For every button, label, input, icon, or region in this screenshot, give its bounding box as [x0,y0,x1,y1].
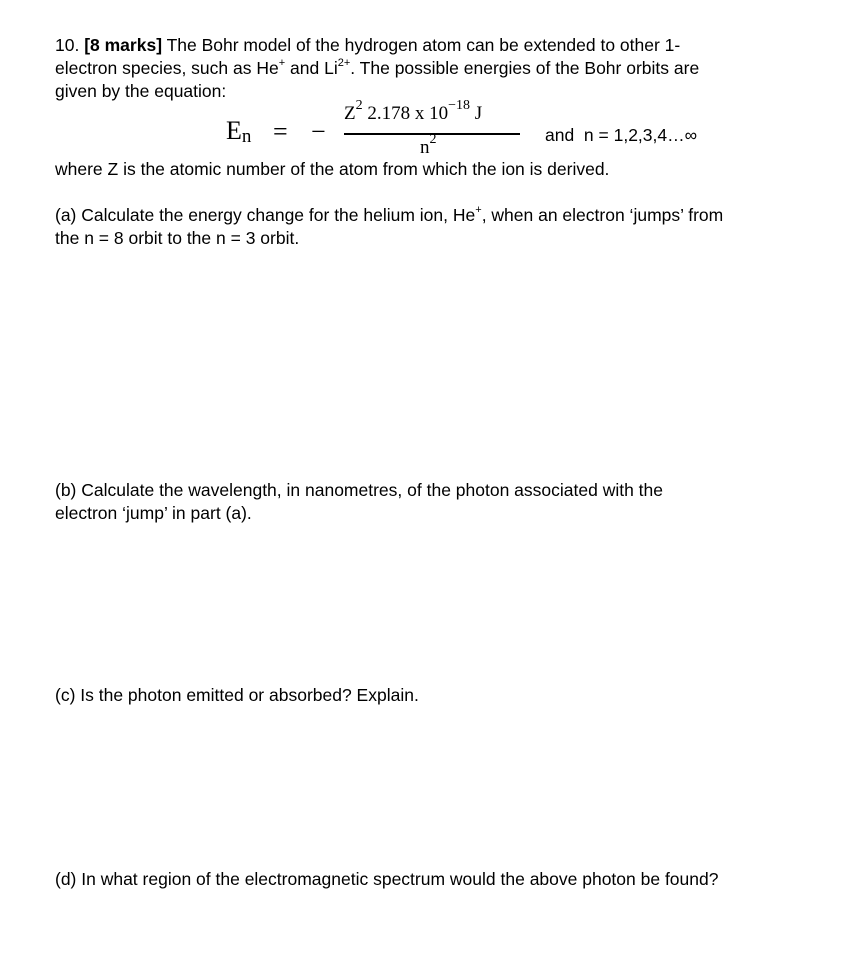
equation-denominator [420,131,437,159]
part-d [55,868,718,891]
li-charge: 2+ [337,57,351,70]
part-c [55,684,419,707]
intro-text-2b: and Li [285,58,338,78]
part-a-he-charge: + [475,204,482,217]
equation-numerator [344,97,483,125]
numerator-z: Z [344,103,356,124]
part-d-line-1: (d) In what region of the electromagnetic spectrum would the above photon be found? [55,869,719,889]
numerator-constant: 2.178 x 10 [362,103,449,124]
question-number: 10. [55,35,80,55]
equation-energy-symbol: E [226,116,242,145]
intro-text-2c: . The possible energies of the Bohr orbits are [350,58,700,78]
equation-equals: = [273,117,288,146]
question-intro [55,34,699,103]
denominator-n: n [420,137,430,158]
part-b [55,479,663,525]
numerator-unit: J [470,103,483,124]
part-b-line-2: electron ‘jump’ in part (a). [55,503,252,523]
part-a-text-1b: , when an electron ‘jumps’ from [481,205,724,225]
numerator-exponent: −18 [448,97,471,113]
part-a-line-2: the n = 8 orbit to the n = 3 orbit. [55,228,300,248]
numerator-z-exponent: 2 [355,97,363,113]
intro-text-1: The Bohr model of the hydrogen atom can be extended to other 1- [166,35,681,55]
part-c-line-1: (c) Is the photon emitted or absorbed? Explain. [55,685,419,705]
part-b-line-1: (b) Calculate the wavelength, in nanometres, of the photon associated with the [55,480,664,500]
denominator-exponent: 2 [429,131,437,147]
intro-text-2a: electron species, such as He [55,58,279,78]
where-text: where Z is the atomic number of the atom from which the ion is derived. [55,159,610,179]
intro-line-1 [55,34,699,57]
part-a [55,204,723,250]
part-a-line-1 [55,204,723,227]
intro-line-3: given by the equation: [55,81,227,101]
equation-minus: − [311,117,326,146]
equation-condition: and n = 1,2,3,4…∞ [545,125,698,145]
part-a-text-1a: (a) Calculate the energy change for the helium ion, He [55,205,476,225]
intro-line-2 [55,57,699,80]
equation-energy-subscript: n [241,126,252,147]
question-marks: [8 marks] [84,35,163,55]
equation-lhs [226,116,251,146]
he-charge: + [278,57,286,70]
